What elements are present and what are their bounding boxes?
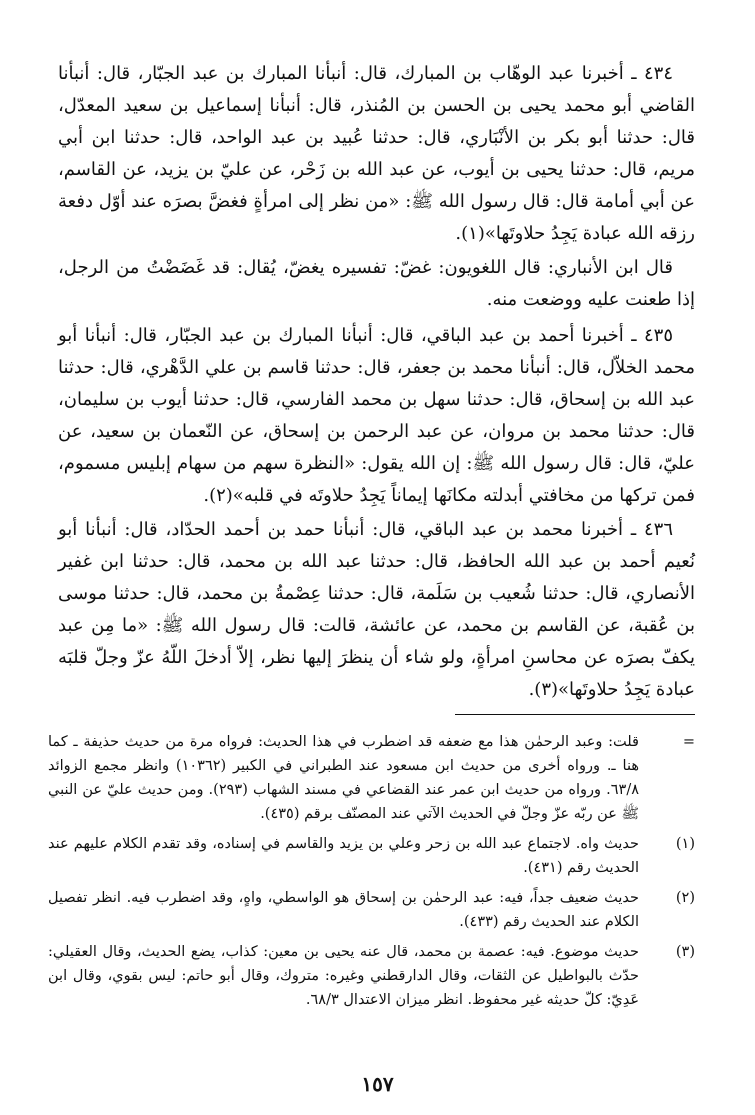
footnote-divider [455,714,695,715]
hadith-434: ٤٣٤ ـ أخبرنا عبد الوهّاب بن المبارك، قال: أنبأنا المبارك بن عبد الجبّار، قال: أنبأنا القاضي أبو محمد يحيى بن الحسن بن المُنذر، قال: أنبأنا إسماعيل بن سعيد المعدّل، قال: حدثنا أبو بكر بن الأنْبَاري، قال: حدثنا عُبيد بن عبد الواحد، قال: حدثنا ابن أبي مريم، قال: حدثنا يحيى بن أيوب، عن عبد الله بن زَحْر، عن عليّ بن يزيد، عن القاسم، عن أبي أمامة قال: قال رسول الله ﷺ: «من نظر إلى امرأةٍ فغضَّ بصرَه عند أوّل دفعة رزقه الله عبادة يَجِدُ حلاوتَها»(١). [58,63,695,244]
footnote-marker: = [682,734,695,750]
page-number: ١٥٧ [361,1072,394,1096]
footnotes [48,730,695,1018]
footnote-marker: (١) [675,836,695,852]
footnote-text: حديث ضعيف جداً، فيه: عبد الرحمٰن بن إسحاق هو الواسطي، واهٍ، وقد اضطرب فيه. انظر تفصيل الكلام عند الحديث رقم (٤٣٣). [48,890,639,930]
footnote-2 [48,886,695,934]
footnote-1 [48,832,695,880]
main-text [58,58,695,706]
footnote-text: قلت: وعبد الرحمٰن هذا مع ضعفه قد اضطرب في هذا الحديث: فرواه مرة من حديث حذيفة ـ كما هنا ـ. ورواه أخرى من حديث ابن مسعود عند الطبراني في الكبير (١٠٣٦٢) وانظر مجمع الزوائد ٦٣/٨. ورواه من حديث ابن عمر عند القضاعي في مسند الشهاب (٢٩٣). ومن حديث عليّ عن النبي ﷺ عن ربّه عزّ وجلّ في الحديث الآتي عند المصنّف برقم (٤٣٥). [48,734,639,822]
lexical-note: قال ابن الأنباري: قال اللغويون: غضّ: تفسيره يغضّ، يُقال: قد غَضَضْتُ من الرجل، إذا طعنت عليه ووضعت منه. [58,257,695,310]
footnote-3 [48,940,695,1012]
footnote-marker: (٢) [675,890,695,906]
footnote-text: حديث موضوع. فيه: عصمة بن محمد، قال عنه يحيى بن معين: كذاب، يضع الحديث، وقال العقيلي: حدّث بالبواطيل عن الثقات، وقال الدارقطني وغيره: متروك، وقال أبو حاتم: ليس بقوي، وقال ابن عَدِيّ: كلّ حديثه غير محفوظ. انظر ميزان الاعتدال ٦٨/٣. [48,944,639,1008]
footnote-continuation [48,730,695,826]
footnote-marker: (٣) [675,944,695,960]
hadith-435: ٤٣٥ ـ أخبرنا أحمد بن عبد الباقي، قال: أنبأنا المبارك بن عبد الجبّار، قال: أنبأنا أبو محمد الخلاّل، قال: أنبأنا محمد بن جعفر، قال: حدثنا قاسم بن علي الدَّهْري، قال: حدثنا عبد الله بن إسحاق، قال: حدثنا سهل بن محمد الفارسي، قال: حدثنا أيوب بن سليمان، قال: حدثنا محمد بن مروان، عن عبد الرحمن بن إسحاق، عن النّعمان بن سعيد، عن عليّ، قال: قال رسول الله ﷺ: إن الله يقول: «النظرة سهم من سهام إبليس مسموم، فمن تركها من مخافتي أبدلته مكانَها إيماناً يَجِدُ حلاوتَه في قلبه»(٢). [58,325,695,506]
footnote-text: حديث واه. لاجتماع عبد الله بن زحر وعلي بن يزيد والقاسم في إسناده، وقد تقدم الكلام عليهم عند الحديث رقم (٤٣١). [48,836,639,876]
hadith-436: ٤٣٦ ـ أخبرنا محمد بن عبد الباقي، قال: أنبأنا حمد بن أحمد الحدّاد، قال: أنبأنا أبو نُعيم أحمد بن عبد الله الحافظ، قال: حدثنا عبد الله بن محمد، قال: حدثنا ابن غفير الأنصاري، قال: حدثنا شُعيب بن سَلَمة، قال: حدثنا عِصْمةُ بن محمد، قال: حدثنا موسى بن عُقبة، عن القاسم بن محمد، عن عائشة، قالت: قال رسول الله ﷺ: «ما مِن عبد يكفّ بصرَه عن محاسنِ امرأةٍ، ولو شاء أن ينظرَ إليها نظر، إلاّ أدخلَ اللّهُ عزّ وجلّ قلبَه عبادة يَجِدُ حلاوتَها»(٣). [58,519,695,700]
